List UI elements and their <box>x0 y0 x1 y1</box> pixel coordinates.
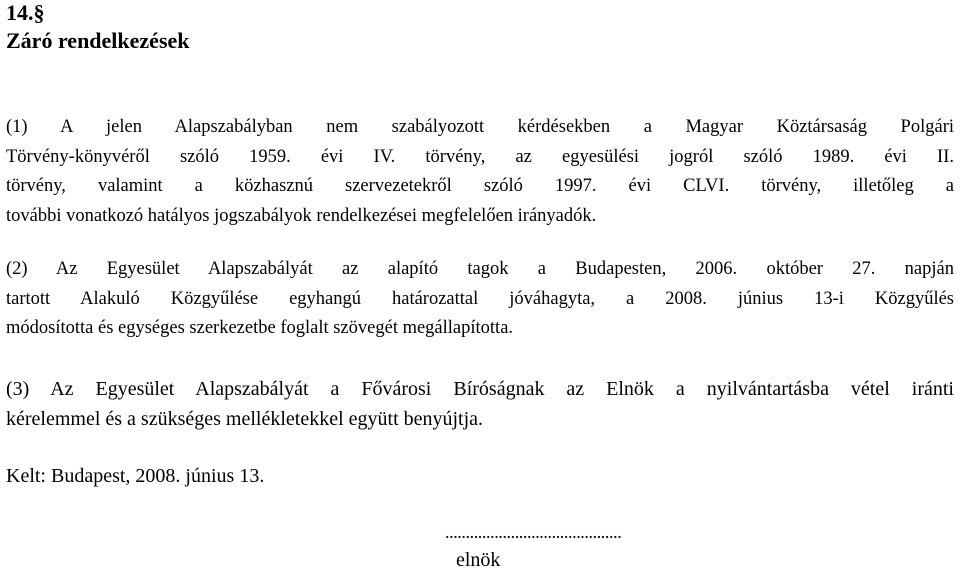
paragraph-line: módosította és egységes szerkezetbe foglalt szövegét megállapította. <box>6 318 514 338</box>
section-number: 14.§ <box>6 0 45 25</box>
paragraph-line: (2) Az Egyesület Alapszabályát az alapító tagok a Budapesten, 2006. október 27. napján <box>6 259 954 279</box>
paragraph-line: további vonatkozó hatályos jogszabályok rendelkezései megfelelően irányadók. <box>6 205 597 226</box>
paragraph-line: kérelemmel és a szükséges mellékletekkel együtt benyújtja. <box>6 408 484 430</box>
section-title: Záró rendelkezések <box>6 28 190 53</box>
paragraph-3 <box>6 374 954 434</box>
paragraph-line: (1) A jelen Alapszabályban nem szabályozott kérdésekben a Magyar Köztársaság Polgári <box>6 117 954 137</box>
paragraph-line: (3) Az Egyesület Alapszabályát a Fővárosi Bíróságnak az Elnök a nyilvántartásba vétel iránti <box>6 378 954 400</box>
signature-line: ........................................... <box>445 522 622 542</box>
paragraph-line: törvény, valamint a közhasznú szervezetekről szóló 1997. évi CLVI. törvény, illetőleg a <box>6 176 954 196</box>
paragraph-line: Törvény-könyvéről szóló 1959. évi IV. törvény, az egyesülési jogról szóló 1989. évi II. <box>6 146 954 167</box>
paragraph-2 <box>6 255 954 344</box>
signature-role: elnök <box>456 549 501 571</box>
paragraph-line: tartott Alakuló Közgyűlése egyhangú határozattal jóváhagyta, a 2008. június 13-i Közgyűlés <box>6 288 954 309</box>
paragraph-1 <box>6 113 954 231</box>
dateline: Kelt: Budapest, 2008. június 13. <box>6 465 265 487</box>
